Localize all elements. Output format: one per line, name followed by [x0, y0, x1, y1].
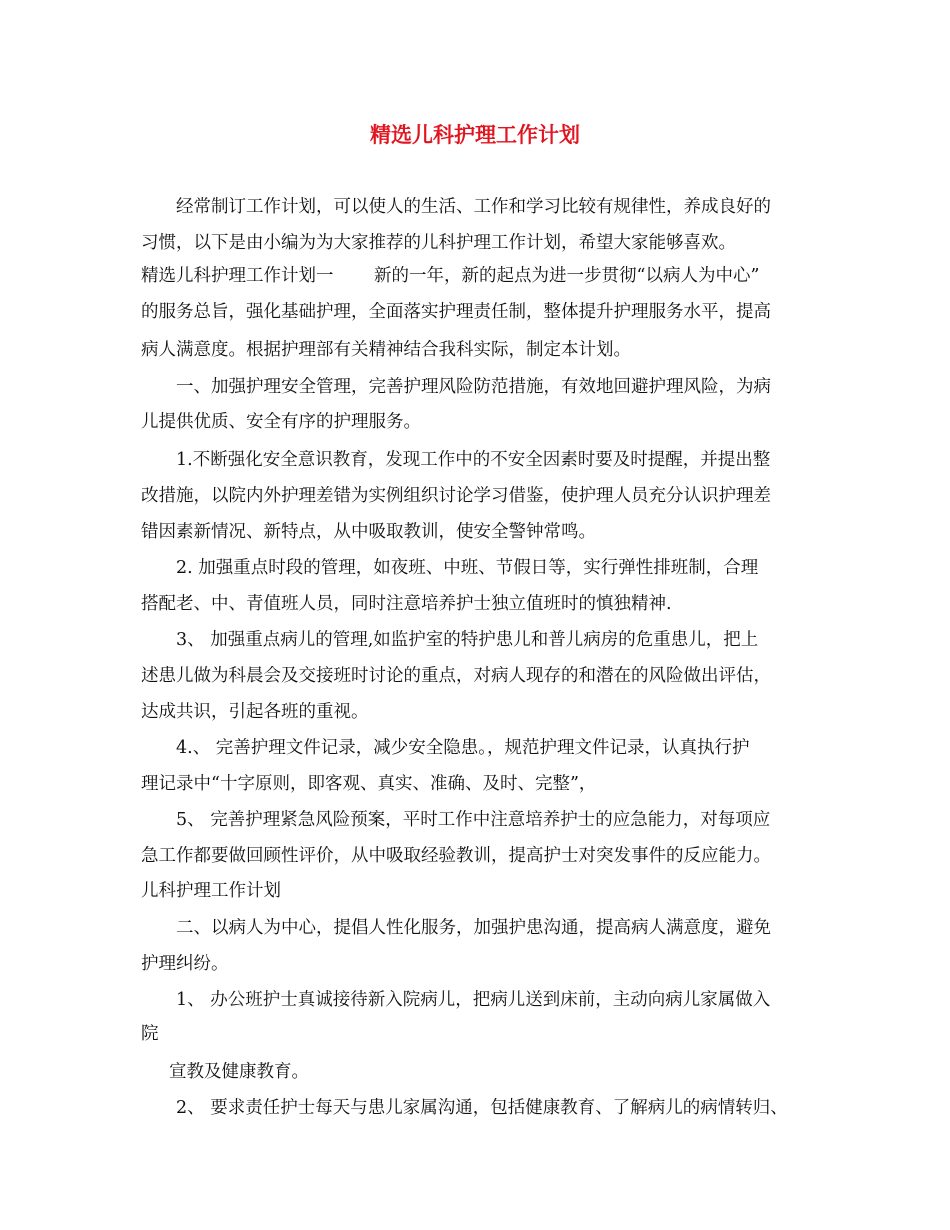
paragraph-line: 习惯，以下是由小编为为大家推荐的儿科护理工作计划，希望大家能够喜欢。 [141, 233, 736, 253]
paragraph-line: 改措施，以院内外护理差错为实例组织讨论学习借鉴，使护理人员充分认识护理差 [141, 486, 771, 506]
paragraph-line: 宣教及健康教育。 [169, 1062, 309, 1082]
paragraph-line: 述患儿做为科晨会及交接班时讨论的重点，对病人现存的和潜在的风险做出评估， [141, 666, 771, 686]
paragraph-line: 一、加强护理安全管理，完善护理风险防范措施，有效地回避护理风险，为病 [176, 377, 771, 397]
paragraph-line: 1、 办公班护士真诚接待新入院病儿，把病儿送到床前，主动向病儿家属做入 [176, 990, 771, 1010]
paragraph-line: 二、以病人为中心，提倡人性化服务，加强护患沟通，提高病人满意度，避免 [176, 918, 771, 938]
paragraph-line: 2、 要求责任护士每天与患儿家属沟通，包括健康教育、了解病儿的病情转归、 [176, 1098, 788, 1118]
paragraph-line: 错因素新情况、新特点，从中吸取教训，使安全警钟常鸣。 [141, 522, 596, 542]
paragraph-line: 达成共识，引起各班的重视。 [141, 702, 369, 722]
paragraph-line: 4.、 完善护理文件记录，减少安全隐患。，规范护理文件记录，认真执行护 [176, 738, 750, 758]
paragraph-line: 经常制订工作计划，可以使人的生活、工作和学习比较有规律性，养成良好的 [176, 197, 771, 217]
paragraph-line: 1.不断强化安全意识教育，发现工作中的不安全因素时要及时提醒，并提出整 [176, 450, 771, 470]
paragraph-line: 儿提供优质、安全有序的护理服务。 [141, 412, 421, 432]
paragraph-line: 搭配老、中、青值班人员，同时注意培养护士独立值班时的慎独精神. [141, 594, 672, 614]
paragraph-line: 病人满意度。根据护理部有关精神结合我科实际，制定本计划。 [141, 340, 631, 360]
paragraph-line: 精选儿科护理工作计划一 新的一年，新的起点为进一步贯彻“以病人为中心” [141, 266, 760, 286]
paragraph-line: 的服务总旨，强化基础护理，全面落实护理责任制，整体提升护理服务水平，提高 [141, 302, 771, 322]
paragraph-line: 理记录中“十字原则，即客观、真实、准确、及时、完整”， [141, 774, 597, 794]
paragraph-line: 5、 完善护理紧急风险预案，平时工作中注意培养护士的应急能力，对每项应 [176, 810, 771, 830]
paragraph-line: 院 [141, 1024, 159, 1044]
paragraph-line: 急工作都要做回顾性评价，从中吸取经验教训，提高护士对突发事件的反应能力。 [141, 846, 771, 866]
paragraph-line: 护理纠纷。 [141, 954, 229, 974]
document-title: 精选儿科护理工作计划 [370, 122, 580, 147]
paragraph-line: 儿科护理工作计划 [141, 881, 281, 901]
paragraph-line: 2. 加强重点时段的管理，如夜班、中班、节假日等，实行弹性排班制，合理 [176, 558, 759, 578]
paragraph-line: 3、 加强重点病儿的管理,如监护室的特护患儿和普儿病房的危重患儿，把上 [176, 630, 759, 650]
